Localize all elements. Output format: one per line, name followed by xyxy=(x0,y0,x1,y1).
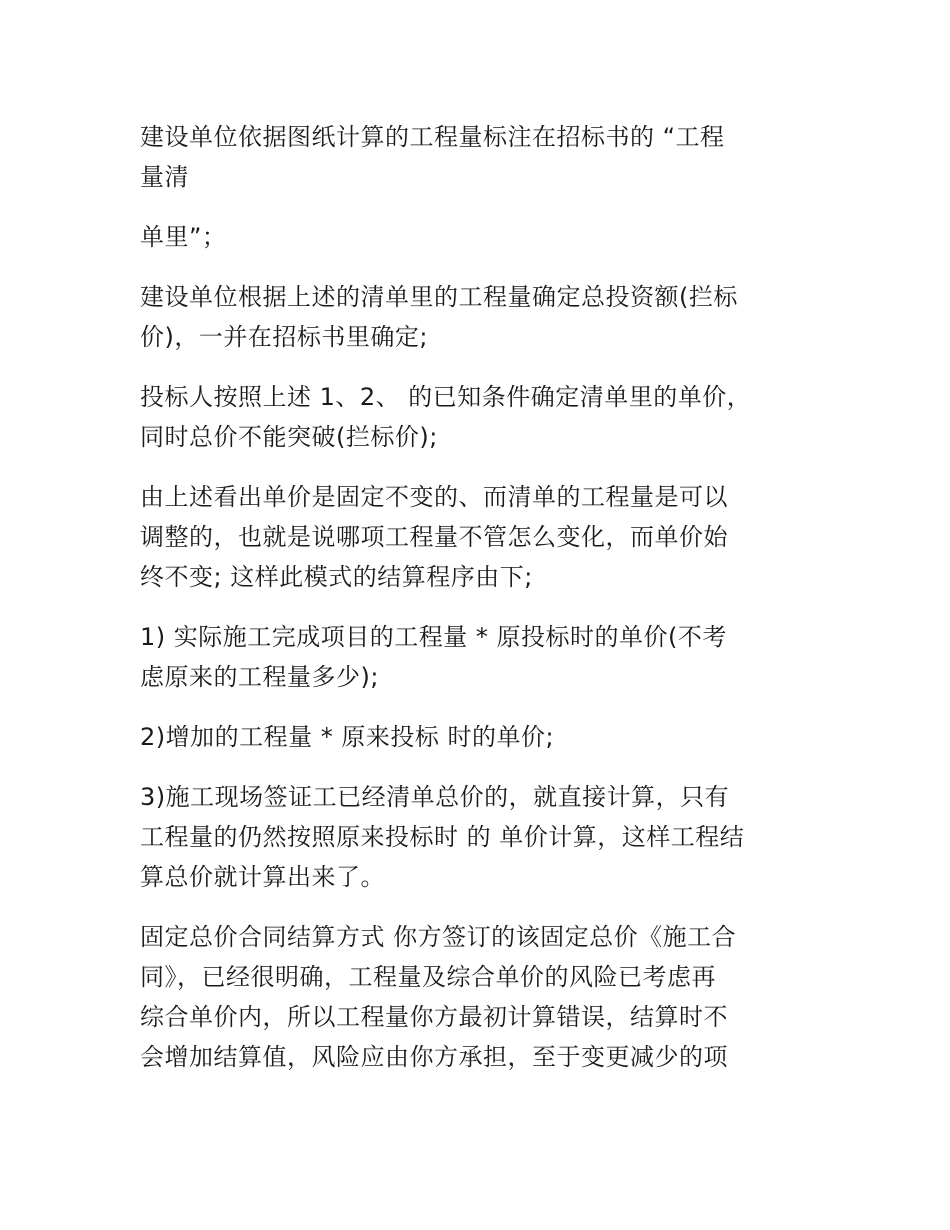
text-line: 单里”； xyxy=(140,223,227,251)
text-line: 2)增加的工程量 * 原来投标 时的单价; xyxy=(140,723,555,751)
text-line: 同时总价不能突破(拦标价); xyxy=(140,423,438,451)
paragraph-4 xyxy=(140,377,812,457)
paragraph-6 xyxy=(140,617,812,697)
text-line: 算总价就计算出来了。 xyxy=(140,863,385,891)
text-line: 调整的，也就是说哪项工程量不管怎么变化，而单价始 xyxy=(140,523,728,551)
text-line: 综合单价内，所以工程量你方最初计算错误，结算时不 xyxy=(140,1003,728,1031)
text-line: 终不变; 这样此模式的结算程序由下; xyxy=(140,563,533,591)
text-line: 1) 实际施工完成项目的工程量 * 原投标时的单价(不考 xyxy=(140,623,727,651)
text-line: 价)，一并在招标书里确定; xyxy=(140,323,428,351)
text-line: 工程量的仍然按照原来投标时 的 单价计算，这样工程结 xyxy=(140,823,745,851)
paragraph-1 xyxy=(140,117,812,197)
paragraph-3 xyxy=(140,277,812,357)
text-line: 量清 xyxy=(140,163,189,191)
text-line: 投标人按照上述 1、2、 的已知条件确定清单里的单价， xyxy=(140,383,752,411)
paragraph-5 xyxy=(140,477,812,597)
paragraph-2 xyxy=(140,217,812,257)
text-line: 建设单位依据图纸计算的工程量标注在招标书的 “工程 xyxy=(140,123,725,151)
text-line: 虑原来的工程量多少); xyxy=(140,663,379,691)
paragraph-9 xyxy=(140,917,812,1077)
text-line: 3)施工现场签证工已经清单总价的，就直接计算，只有 xyxy=(140,783,730,811)
document-page xyxy=(140,117,812,1097)
text-line: 会增加结算值，风险应由你方承担，至于变更减少的项 xyxy=(140,1043,728,1071)
text-line: 同》，已经很明确，工程量及综合单价的风险已考虑再 xyxy=(140,963,716,991)
text-line: 由上述看出单价是固定不变的、而清单的工程量是可以 xyxy=(140,483,728,511)
text-line: 建设单位根据上述的清单里的工程量确定总投资额(拦标 xyxy=(140,283,738,311)
paragraph-7 xyxy=(140,717,812,757)
text-line: 固定总价合同结算方式 你方签订的该固定总价《施工合 xyxy=(140,923,737,951)
paragraph-8 xyxy=(140,777,812,897)
